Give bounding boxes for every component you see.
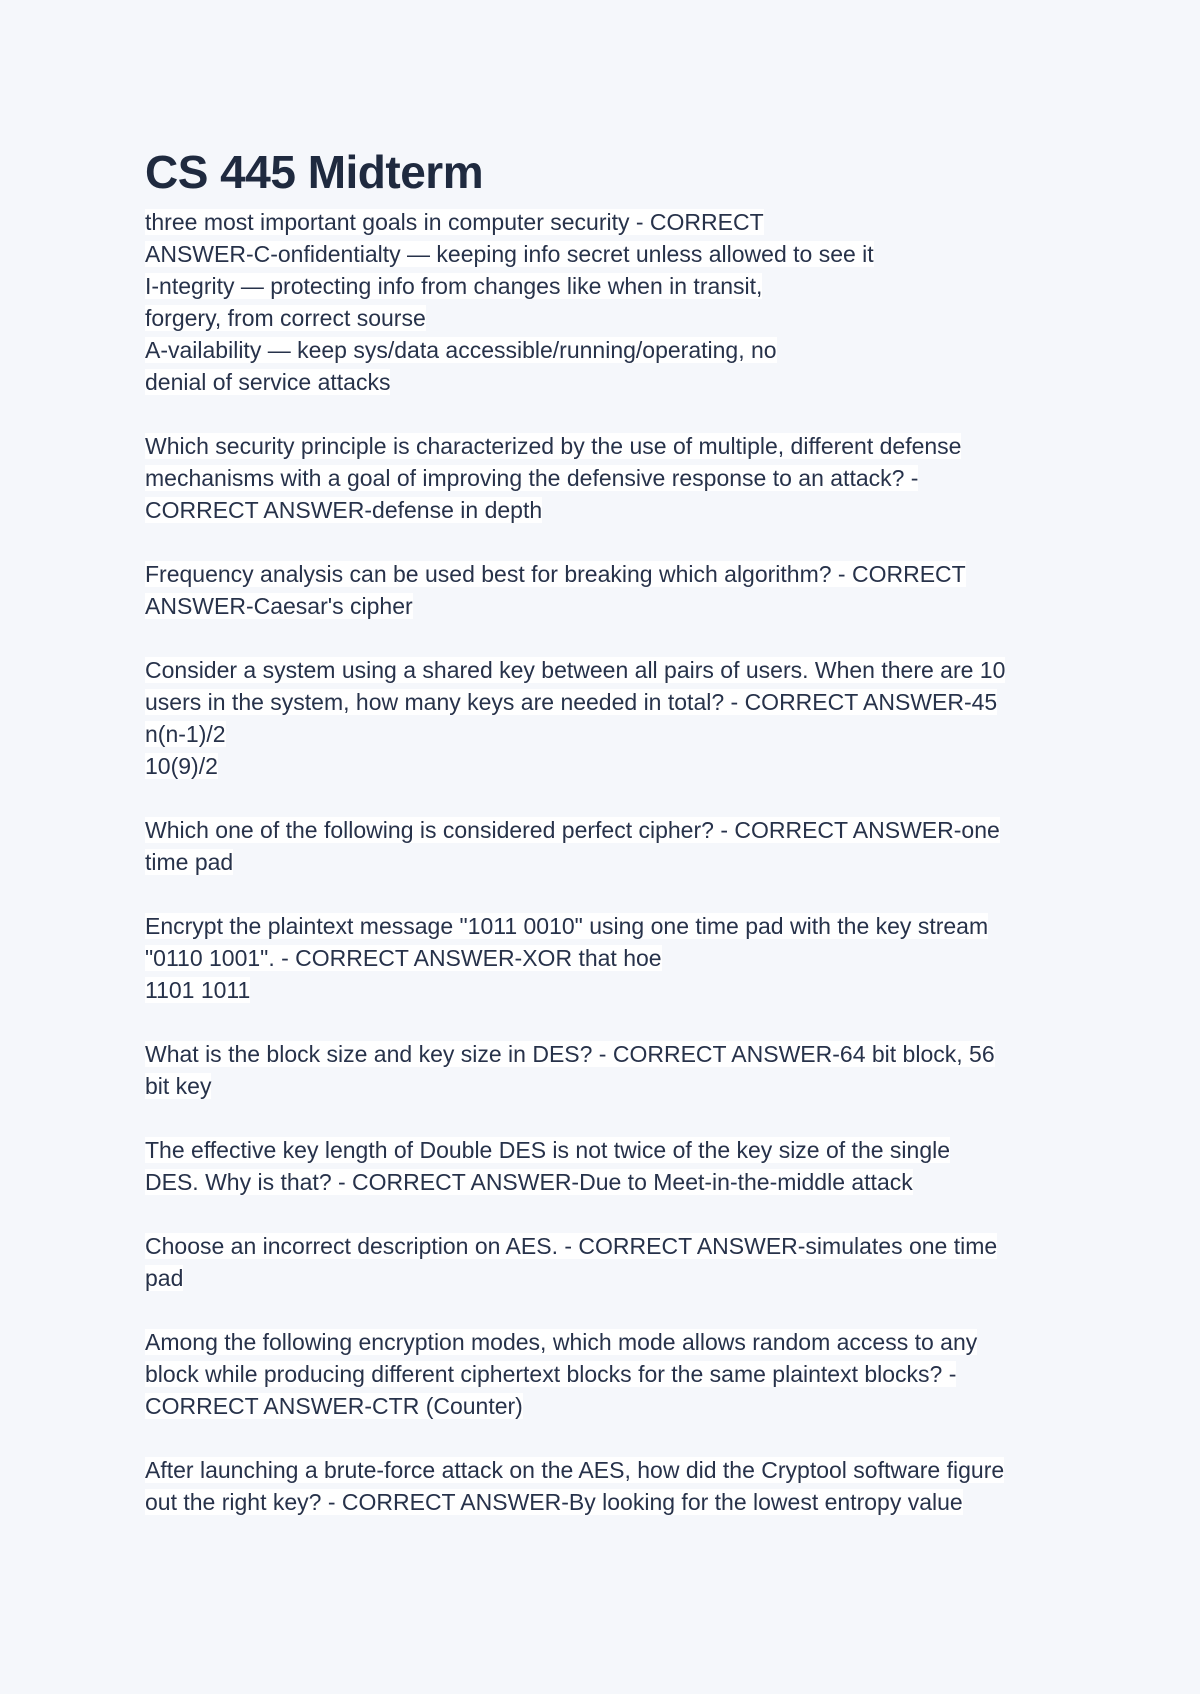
qa-entry <box>145 1134 1085 1198</box>
qa-line <box>145 1166 1085 1198</box>
qa-line <box>145 718 1085 750</box>
qa-line <box>145 654 1085 686</box>
qa-line-text: bit key <box>145 1073 212 1099</box>
qa-line-text: 10(9)/2 <box>145 753 218 779</box>
qa-line <box>145 430 1085 462</box>
qa-line-text: I-ntegrity — protecting info from changes like when in transit, <box>145 273 763 299</box>
qa-entry <box>145 654 1085 782</box>
qa-line-text: The effective key length of Double DES is not twice of the key size of the single <box>145 1137 951 1163</box>
qa-entry <box>145 430 1085 526</box>
qa-line-text: After launching a brute-force attack on the AES, how did the Cryptool software figure <box>145 1457 1005 1483</box>
qa-line <box>145 238 1085 270</box>
qa-line-text: forgery, from correct sourse <box>145 305 426 331</box>
qa-line-text: pad <box>145 1265 184 1291</box>
qa-line-text: three most important goals in computer security - CORRECT <box>145 209 764 235</box>
qa-entry <box>145 1038 1085 1102</box>
qa-line-text: "0110 1001". - CORRECT ANSWER-XOR that hoe <box>145 945 662 971</box>
qa-line-text: ANSWER-C-onfidentialty — keeping info secret unless allowed to see it <box>145 241 874 267</box>
qa-line <box>145 1134 1085 1166</box>
qa-line <box>145 846 1085 878</box>
qa-line-text: CORRECT ANSWER-defense in depth <box>145 497 543 523</box>
qa-line-text: n(n-1)/2 <box>145 721 226 747</box>
document-title: CS 445 Midterm <box>145 146 484 198</box>
qa-line-text: Encrypt the plaintext message "1011 0010" using one time pad with the key stream <box>145 913 989 939</box>
qa-entry <box>145 1230 1085 1294</box>
qa-line <box>145 206 1085 238</box>
qa-line-text: users in the system, how many keys are needed in total? - CORRECT ANSWER-45 <box>145 689 998 715</box>
qa-entry <box>145 558 1085 622</box>
qa-line <box>145 334 1085 366</box>
qa-line-text: out the right key? - CORRECT ANSWER-By looking for the lowest entropy value <box>145 1489 963 1515</box>
qa-line-text: block while producing different ciphertext blocks for the same plaintext blocks? - <box>145 1361 957 1387</box>
qa-line-text: Choose an incorrect description on AES. - CORRECT ANSWER-simulates one time <box>145 1233 998 1259</box>
qa-line-text: 1101 1011 <box>145 977 251 1003</box>
qa-entry <box>145 206 1085 398</box>
qa-line <box>145 686 1085 718</box>
qa-entry <box>145 814 1085 878</box>
qa-line <box>145 270 1085 302</box>
qa-line <box>145 1390 1085 1422</box>
qa-line-text: DES. Why is that? - CORRECT ANSWER-Due to Meet-in-the-middle attack <box>145 1169 913 1195</box>
qa-entry <box>145 1326 1085 1422</box>
qa-line <box>145 1262 1085 1294</box>
qa-line <box>145 494 1085 526</box>
qa-line-text: Which one of the following is considered perfect cipher? - CORRECT ANSWER-one <box>145 817 1000 843</box>
qa-line-text: mechanisms with a goal of improving the defensive response to an attack? - <box>145 465 919 491</box>
qa-line <box>145 1038 1085 1070</box>
qa-line <box>145 590 1085 622</box>
qa-line <box>145 1358 1085 1390</box>
qa-line-text: Consider a system using a shared key between all pairs of users. When there are 10 <box>145 657 1006 683</box>
qa-line <box>145 942 1085 974</box>
qa-line <box>145 302 1085 334</box>
qa-line-text: CORRECT ANSWER-CTR (Counter) <box>145 1393 523 1419</box>
qa-line <box>145 750 1085 782</box>
qa-line-text: time pad <box>145 849 234 875</box>
qa-line <box>145 1326 1085 1358</box>
qa-line-text: What is the block size and key size in DES? - CORRECT ANSWER-64 bit block, 56 <box>145 1041 995 1067</box>
qa-line <box>145 1230 1085 1262</box>
qa-entry <box>145 910 1085 1006</box>
qa-line <box>145 366 1085 398</box>
qa-line <box>145 1070 1085 1102</box>
qa-line-text: A-vailability — keep sys/data accessible/running/operating, no <box>145 337 777 363</box>
qa-line <box>145 558 1085 590</box>
qa-entry <box>145 1454 1085 1518</box>
qa-line-text: denial of service attacks <box>145 369 391 395</box>
qa-line <box>145 462 1085 494</box>
qa-list <box>145 206 1085 1518</box>
qa-line-text: ANSWER-Caesar's cipher <box>145 593 413 619</box>
qa-line <box>145 814 1085 846</box>
qa-line-text: Which security principle is characterized by the use of multiple, different defense <box>145 433 962 459</box>
qa-line <box>145 910 1085 942</box>
qa-line <box>145 1486 1085 1518</box>
document-page <box>145 138 1085 1550</box>
qa-line <box>145 974 1085 1006</box>
qa-line-text: Among the following encryption modes, which mode allows random access to any <box>145 1329 978 1355</box>
qa-line <box>145 1454 1085 1486</box>
qa-line-text: Frequency analysis can be used best for breaking which algorithm? - CORRECT <box>145 561 966 587</box>
